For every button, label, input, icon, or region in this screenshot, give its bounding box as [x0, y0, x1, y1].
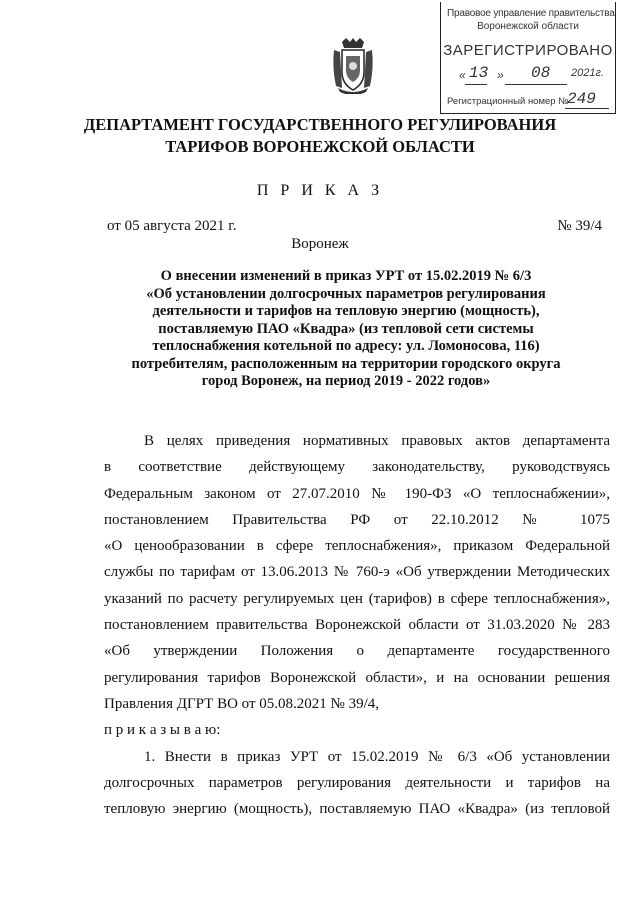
- stamp-line-2: Воронежской области: [477, 21, 579, 32]
- stamp-month: 08: [531, 64, 551, 82]
- stamp-year: 2021г.: [571, 67, 604, 79]
- body-line: указаний по расчету регулируемых цен (тарифов) в сфере теплоснабжения»,: [104, 590, 610, 607]
- body-line: постановлением правительства Воронежской области от 31.03.2020 № 283: [104, 617, 610, 634]
- stamp-day-underline: [465, 84, 487, 85]
- subject-line: поставляемую ПАО «Квадра» (из тепловой сети системы: [158, 320, 534, 337]
- body-line: долгосрочных параметров регулирования деятельности и тарифов на: [104, 774, 610, 791]
- body-line: Правления ДГРТ ВО от 05.08.2021 № 39/4,: [104, 695, 379, 712]
- body-line: «Об утверждении Положения о департаменте государственного: [104, 643, 610, 660]
- body-line: в соответствие действующему законодательству, руководствуясь: [104, 459, 610, 476]
- body-line: службы по тарифам от 13.06.2013 № 760-э «Об утверждении Методических: [104, 564, 610, 581]
- subject-line: О внесении изменений в приказ УРТ от 15.02.2019 № 6/3: [160, 268, 532, 284]
- coat-of-arms-icon: [330, 38, 376, 94]
- department-title-line-2: ТАРИФОВ ВОРОНЕЖСКОЙ ОБЛАСТИ: [165, 137, 475, 156]
- stamp-month-underline: [505, 84, 567, 85]
- document-subject: [120, 268, 572, 391]
- stamp-reg-label: Регистрационный номер №: [447, 96, 569, 107]
- body-line: В целях приведения нормативных правовых актов департамента: [144, 433, 610, 449]
- document-city: Воронеж: [291, 236, 349, 252]
- body-line: Федеральным законом от 27.07.2010 № 190-ФЗ «О теплоснабжении»,: [104, 485, 610, 502]
- stamp-line-1: Правовое управление правительства: [447, 8, 615, 19]
- body-line: постановлением Правительства РФ от 22.10.2012 № 1075: [104, 511, 610, 528]
- document-body: [104, 428, 610, 822]
- stamp-reg-underline: [565, 108, 609, 109]
- document-number: № 39/4: [557, 218, 602, 234]
- subject-line: теплоснабжения котельной по адресу: ул. Ломоносова, 116): [152, 338, 540, 354]
- body-line: тепловую энергию (мощность), поставляемую ПАО «Квадра» (из тепловой: [104, 801, 610, 818]
- registration-stamp: [440, 2, 616, 114]
- subject-line: деятельности и тарифов на тепловую энергию (мощность),: [152, 303, 540, 319]
- stamp-registered: ЗАРЕГИСТРИРОВАНО: [443, 42, 613, 59]
- body-line: регулирования тарифов Воронежской области», и на основании решения: [104, 669, 610, 686]
- body-line: «О ценообразовании в сфере теплоснабжения», приказом Федеральной: [104, 538, 610, 555]
- department-title-line-1: ДЕПАРТАМЕНТ ГОСУДАРСТВЕННОГО РЕГУЛИРОВАНИЯ: [83, 115, 557, 134]
- document-date: от 05 августа 2021 г.: [107, 218, 237, 234]
- stamp-day: 13: [469, 64, 489, 82]
- stamp-quote-close: »: [497, 68, 504, 82]
- order-word: п р и к а з ы в а ю:: [104, 722, 221, 739]
- stamp-reg-number: 249: [567, 90, 596, 108]
- stamp-quote-open: «: [459, 68, 466, 82]
- subject-line: «Об установлении долгосрочных параметров регулирования: [146, 285, 546, 302]
- subject-line: город Воронеж, на период 2019 - 2022 годов»: [201, 373, 491, 389]
- subject-line: потребителям, расположенным на территории городского округа: [131, 355, 561, 372]
- document-type: П Р И К А З: [256, 182, 384, 199]
- body-line: 1. Внести в приказ УРТ от 15.02.2019 № 6/3 «Об установлении: [144, 748, 610, 765]
